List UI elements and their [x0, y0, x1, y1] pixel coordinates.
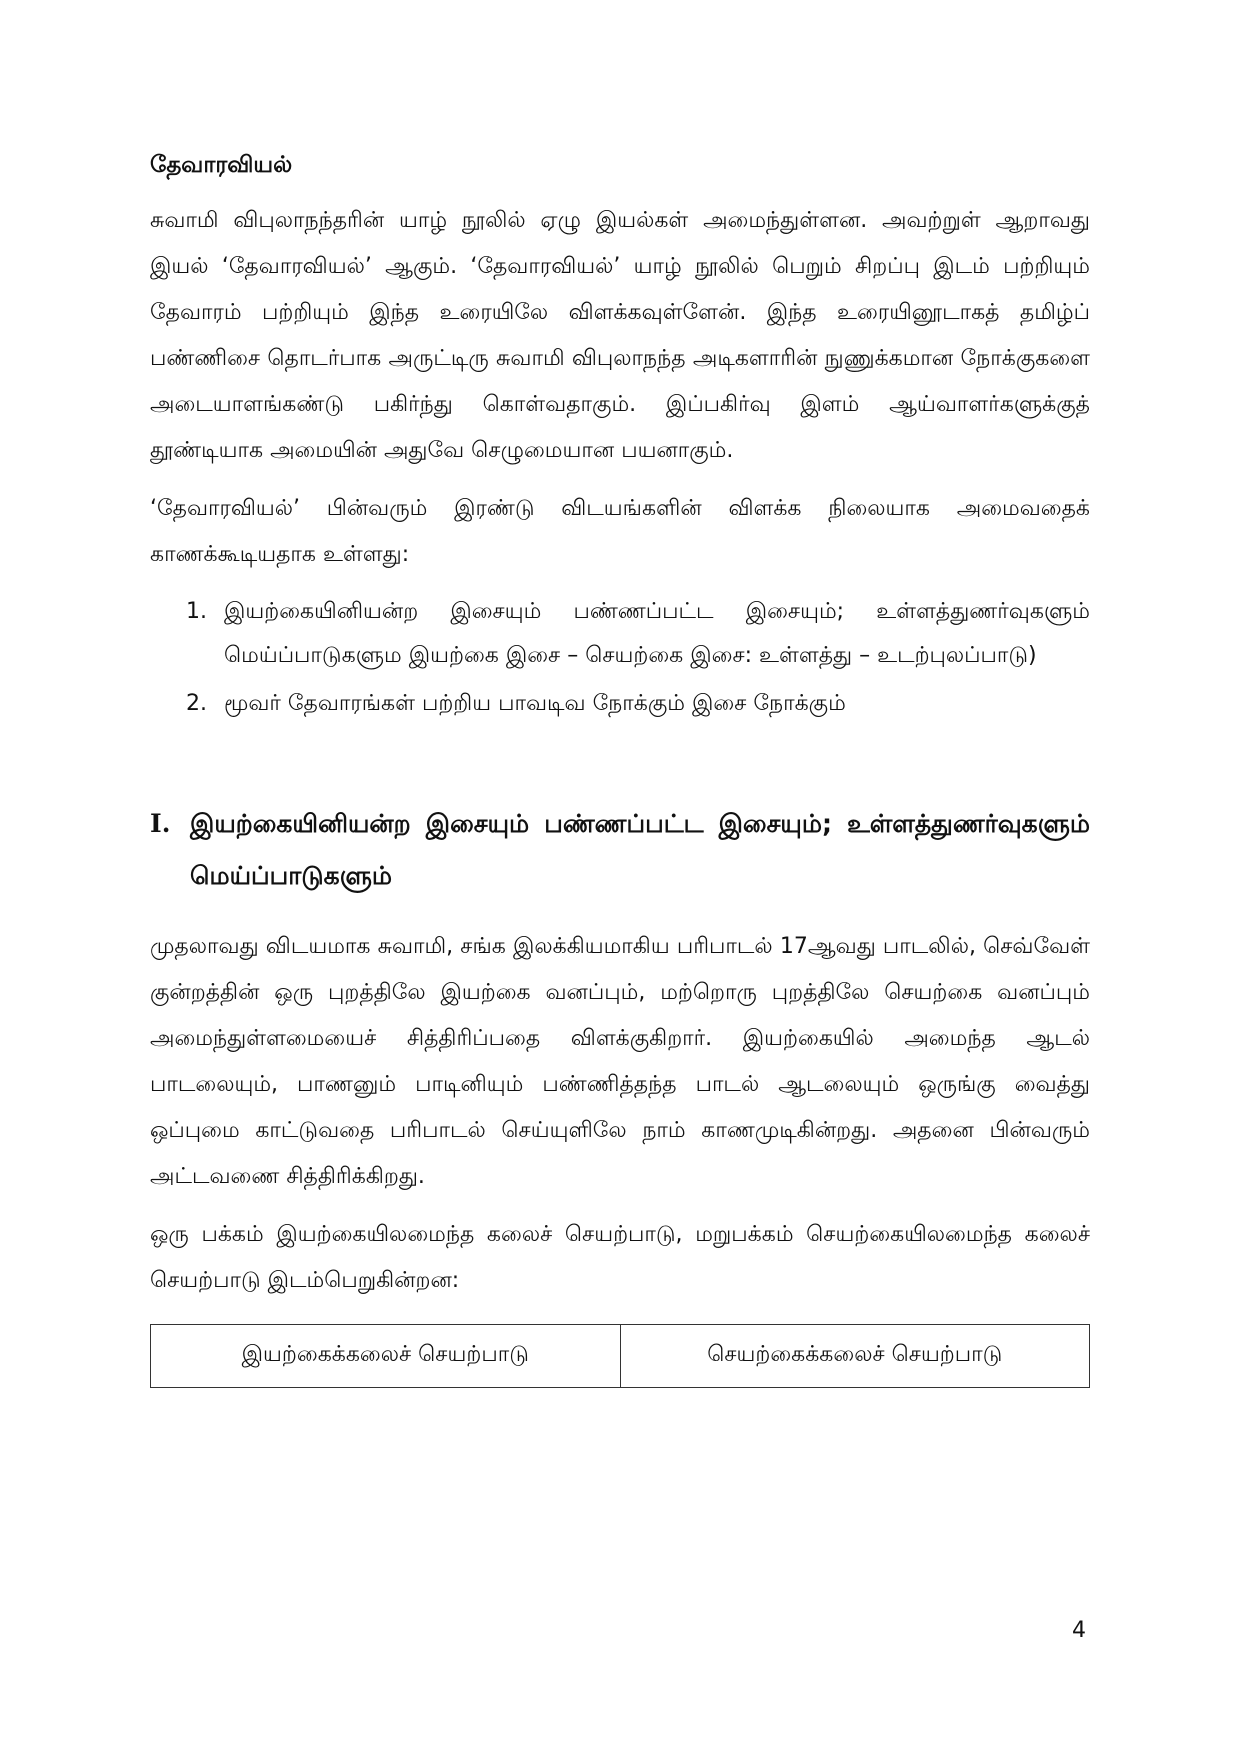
- list-text: மூவர் தேவாரங்கள் பற்றிய பாவடிவ நோக்கும் இசை நோக்கும்: [224, 691, 846, 716]
- comparison-intro-paragraph: ஒரு பக்கம் இயற்கையிலமைந்த கலைச் செயற்பாடு, மறுபக்கம் செயற்கையிலமைந்த கலைச் செயற்பாடு இடம்பெறுகின்றன:: [150, 1222, 1090, 1293]
- list-item: [150, 590, 1090, 678]
- list-number: 1.: [186, 599, 207, 624]
- section-number: I.: [150, 809, 171, 838]
- document-body: [150, 150, 1090, 1388]
- list-number: 2.: [186, 691, 207, 716]
- topics-list: [150, 590, 1090, 726]
- table-header-natural: இயற்கைக்கலைச் செயற்பாடு: [151, 1325, 621, 1388]
- section-title: இயற்கையினியன்ற இசையும் பண்ணப்பட்ட இசையும்; உள்ளத்துணர்வுகளும் மெய்ப்பாடுகளும்: [190, 809, 1090, 890]
- intro-paragraph: சுவாமி விபுலாநந்தரின் யாழ் நூலில் ஏழு இயல்கள் அமைந்துள்ளன. அவற்றுள் ஆறாவது இயல் ‘தேவாரவியல்’ ஆகும். ‘தேவாரவியல்’ யாழ் நூலில் பெறும் சிறப்பு இடம் பற்றியும் தேவாரம் பற்றியும் இந்த உரையிலே விளக்கவுள்ளேன். இந்த உரையினூடாகத் தமிழ்ப் பண்ணிசை தொடர்பாக அருட்டிரு சுவாமி விபுலாநந்த அடிகளாரின் நுணுக்கமான நோக்குகளை அடையாளங்கண்டு பகிர்ந்து கொள்வதாகும். இப்பகிர்வு இளம் ஆய்வாளர்களுக்குத் தூண்டியாக அமையின் அதுவே செழுமையான பயனாகும்.: [150, 208, 1090, 463]
- list-text: இயற்கையினியன்ற இசையும் பண்ணப்பட்ட இசையும்; உள்ளத்துணர்வுகளும் மெய்ப்பாடுகளும இயற்கை இசை – செயற்கை இசை: உள்ளத்து – உடற்புலப்பாடு): [224, 599, 1090, 668]
- table-header-artificial: செயற்கைக்கலைச் செயற்பாடு: [620, 1325, 1090, 1388]
- comparison-table: [150, 1324, 1090, 1388]
- table-row: [151, 1325, 1090, 1388]
- page-number: 4: [1072, 1618, 1086, 1643]
- list-item: [150, 682, 1090, 726]
- section-heading-i: [150, 798, 1090, 902]
- paripadal-paragraph: முதலாவது விடயமாக சுவாமி, சங்க இலக்கியமாகிய பரிபாடல் 17ஆவது பாடலில், செவ்வேள் குன்றத்தின் ஒரு புறத்திலே இயற்கை வனப்பும், மற்றொரு புறத்திலே செயற்கை வனப்பும் அமைந்துள்ளமையைச் சித்திரிப்பதை விளக்குகிறார். இயற்கையில் அமைந்த ஆடல் பாடலையும், பாணனும் பாடினியும் பண்ணித்தந்த பாடல் ஆடலையும் ஒருங்கு வைத்து ஒப்புமை காட்டுவதை பரிபாடல் செய்யுளிலே நாம் காணமுடிகின்றது. அதனை பின்வரும் அட்டவணை சித்திரிக்கிறது.: [150, 934, 1090, 1189]
- section-heading-devaraviyal: தேவாரவியல்: [150, 152, 293, 178]
- topics-intro-paragraph: ‘தேவாரவியல்’ பின்வரும் இரண்டு விடயங்களின் விளக்க நிலையாக அமைவதைக் காணக்கூடியதாக உள்ளது:: [150, 496, 1090, 567]
